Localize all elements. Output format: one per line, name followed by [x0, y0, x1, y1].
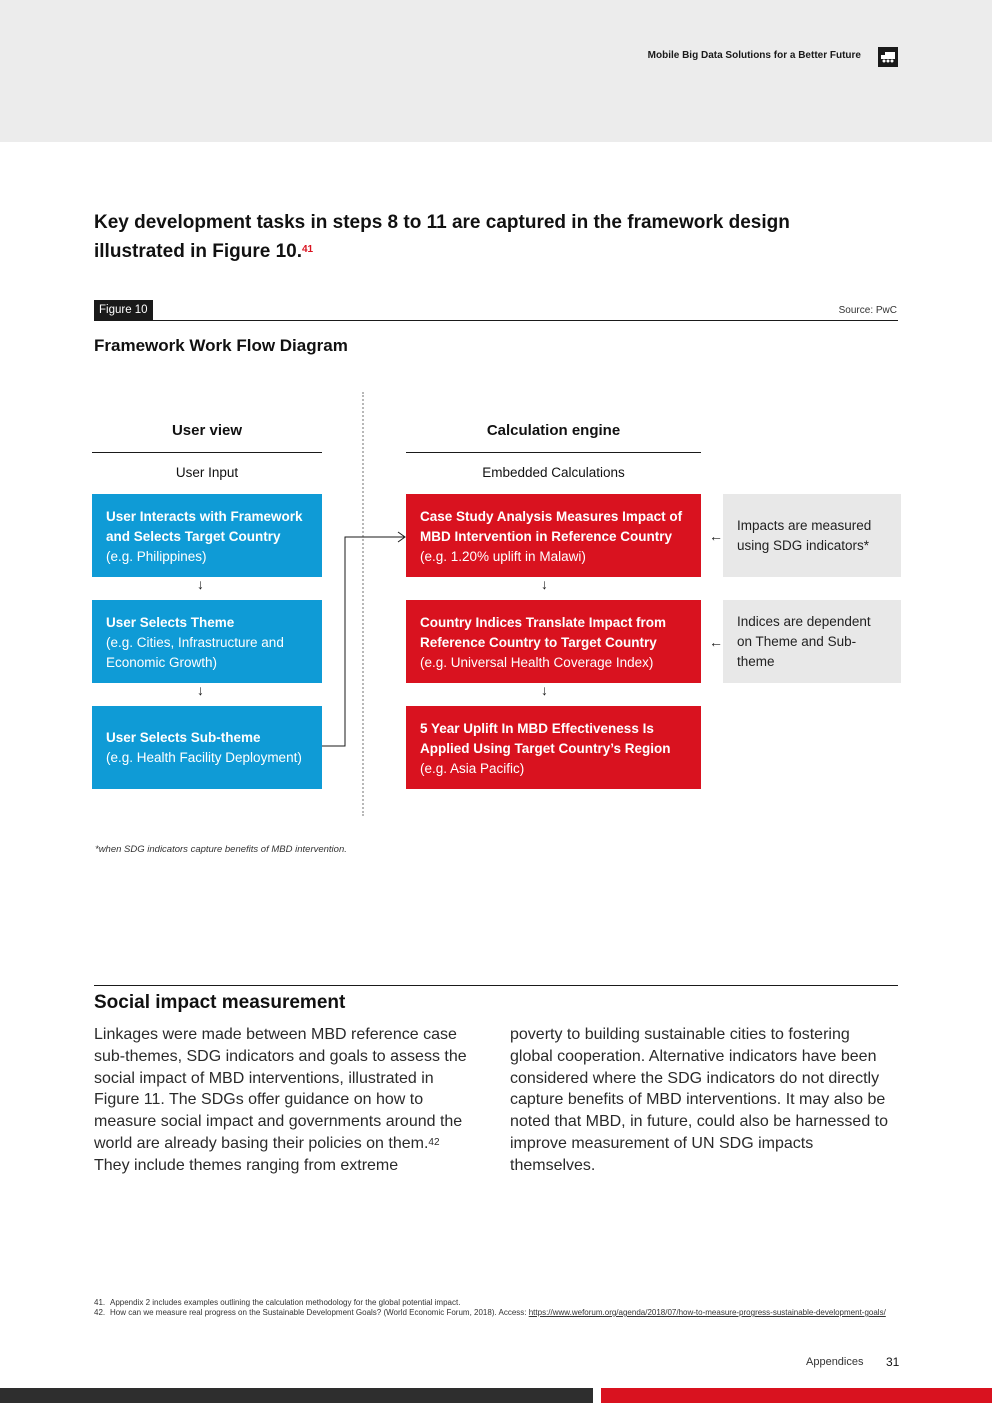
section-column-1 — [94, 1024, 474, 1177]
down-arrow-icon: ↓ — [541, 682, 548, 698]
user-input-subheading: User Input — [175, 465, 239, 480]
box-example: (e.g. Asia Pacific) — [420, 761, 525, 776]
box-example: (e.g. Universal Health Coverage Index) — [420, 655, 654, 670]
box-title: Case Study Analysis Measures Impact of MBD Intervention in Reference Country — [420, 509, 683, 544]
box-title: User Selects Sub-theme — [106, 730, 261, 745]
box-example: (e.g. Philippines) — [106, 549, 207, 564]
figure-label: Figure 10 — [94, 300, 153, 320]
document-title: Mobile Big Data Solutions for a Better Future — [647, 50, 861, 61]
note-text: Indices are dependent on Theme and Sub-theme — [737, 614, 871, 669]
figure-source: Source: PwC — [838, 305, 897, 316]
down-arrow-icon: ↓ — [541, 576, 548, 592]
calc-box-uplift — [406, 706, 701, 789]
box-title: 5 Year Uplift In MBD Effectiveness Is Applied Using Target Country’s Region — [420, 721, 671, 756]
user-box-select-country — [92, 494, 322, 577]
column-1-text: Linkages were made between MBD reference case sub-themes, SDG indicators and goals to assess the social impact of MBD interventions, illustrated in Figure 11. The SDGs offer guidance on how to measure social impact and governments around the world are already basing their policies on them. — [94, 1026, 467, 1152]
note-indices-dependent — [723, 600, 901, 683]
box-example: (e.g. Health Facility Deployment) — [106, 750, 302, 765]
down-arrow-icon: ↓ — [197, 576, 204, 592]
note-text: Impacts are measured using SDG indicators* — [737, 518, 872, 553]
down-arrow-icon: ↓ — [197, 682, 204, 698]
box-example: (e.g. Cities, Infrastructure and Economic Growth) — [106, 635, 284, 670]
box-example: (e.g. 1.20% uplift in Malawi) — [420, 549, 586, 564]
embedded-calculations-subheading: Embedded Calculations — [482, 465, 625, 480]
column-1-footnote-ref[interactable]: 42 — [428, 1136, 440, 1148]
intro-paragraph — [94, 208, 854, 266]
figure-footnote: *when SDG indicators capture benefits of MBD intervention. — [95, 844, 347, 855]
footnote-42 — [94, 1308, 894, 1318]
footnote-text: How can we measure real progress on the Sustainable Development Goals? (World Economic Forum, 2018). Access: — [110, 1308, 529, 1317]
calc-engine-heading: Calculation engine — [486, 422, 621, 439]
box-title: Country Indices Translate Impact from Reference Country to Target Country — [420, 615, 667, 650]
note-sdg-indicators — [723, 494, 901, 577]
user-view-heading: User view — [171, 422, 243, 439]
footnote-link[interactable]: https://www.weforum.org/agenda/2018/07/how-to-measure-progress-sustainable-development-goals/ — [528, 1308, 886, 1317]
footnote-text: Appendix 2 includes examples outlining the calculation methodology for the global potential impact. — [110, 1298, 461, 1307]
section-label: Appendices — [806, 1356, 864, 1368]
footnote-number: 42. — [94, 1308, 106, 1317]
figure-title: Framework Work Flow Diagram — [94, 336, 348, 355]
calc-engine-rule — [406, 452, 701, 453]
section-title: Social impact measurement — [94, 992, 346, 1013]
intro-footnote-ref[interactable]: 41 — [302, 244, 314, 255]
user-box-select-theme — [92, 600, 322, 683]
left-arrow-icon: ← — [709, 634, 723, 650]
footnotes — [94, 1298, 894, 1318]
footnote-number: 41. — [94, 1298, 106, 1307]
column-1-text-continued: They include themes ranging from extreme — [94, 1156, 399, 1174]
footnote-41 — [94, 1298, 894, 1308]
user-view-rule — [92, 452, 322, 453]
header-band — [0, 0, 992, 142]
page-number: 31 — [886, 1355, 900, 1369]
left-arrow-icon: ← — [709, 528, 723, 544]
calc-box-case-study — [406, 494, 701, 577]
box-title: User Interacts with Framework and Selects Target Country — [106, 509, 303, 544]
section-column-2: poverty to building sustainable cities to fostering global cooperation. Alternative indicators have been considered where the SDG indicators do not directly capture benefits of MBD interventions. It may also be noted that MBD, in future, could also be harnessed to improve measurement of UN SDG impacts themselves. — [510, 1026, 889, 1174]
truck-icon — [878, 47, 898, 67]
figure-rule — [94, 320, 898, 321]
user-box-select-subtheme — [92, 706, 322, 789]
section-rule — [94, 985, 898, 986]
footer-bar-dark — [0, 1388, 593, 1403]
calc-box-country-indices — [406, 600, 701, 683]
box-title: User Selects Theme — [106, 615, 235, 630]
intro-text: Key development tasks in steps 8 to 11 are captured in the framework design illustrated in Figure 10. — [94, 212, 790, 262]
flow-connector — [322, 530, 408, 750]
footer-bar-red — [601, 1388, 992, 1403]
